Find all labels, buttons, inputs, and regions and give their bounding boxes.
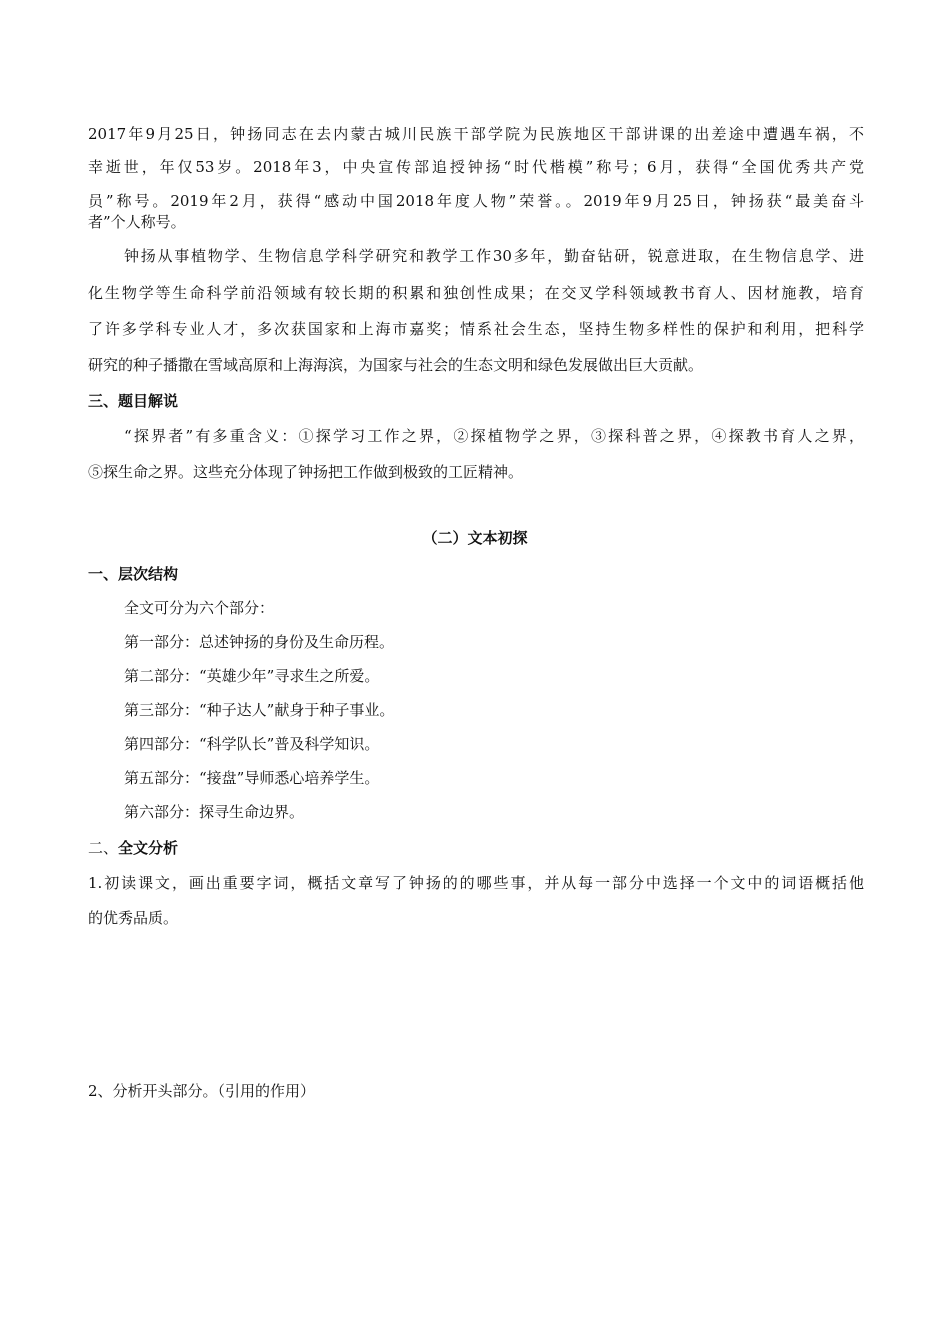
section-heading: 三、题目解说 bbox=[88, 392, 179, 410]
section-heading: 一、层次结构 bbox=[88, 565, 179, 583]
heading-text: 全文分析 bbox=[118, 839, 179, 857]
paragraph-line: “探界者”有多重含义：①探学习工作之界，②探植物学之界，③探科普之界，④探教书育人之界， bbox=[124, 427, 864, 445]
question-line: 的优秀品质。 bbox=[88, 909, 179, 927]
paragraph-line: 2017年9月25日，钟扬同志在去内蒙古城川民族干部学院为民族地区干部讲课的出差途中遭遇车祸，不 bbox=[88, 125, 864, 143]
part-heading: （二）文本初探 bbox=[422, 529, 528, 547]
structure-part: 第一部分：总述钟扬的身份及生命历程。 bbox=[124, 633, 395, 651]
paragraph-line: ⑤探生命之界。这些充分体现了钟扬把工作做到极致的工匠精神。 bbox=[88, 463, 524, 481]
paragraph-line: 钟扬从事植物学、生物信息学科学研究和教学工作30多年，勤奋钻研，锐意进取，在生物信息学、进 bbox=[124, 247, 864, 265]
paragraph-line: 化生物学等生命科学前沿领域有较长期的积累和独创性成果；在交叉学科领域教书育人、因材施教，培育 bbox=[88, 284, 864, 302]
question-2: 2、分析开头部分。（引用的作用） bbox=[88, 1082, 316, 1100]
paragraph-line: 了许多学科专业人才，多次获国家和上海市嘉奖；情系社会生态，坚持生物多样性的保护和利用，把科学 bbox=[88, 320, 864, 338]
structure-part: 第五部分：“接盘”导师悉心培养学生。 bbox=[124, 769, 380, 787]
paragraph-line: 幸逝世，年仅53岁。2018年3，中央宣传部追授钟扬“时代楷模”称号；6月，获得“全国优秀共产党 bbox=[88, 158, 864, 176]
question-line: 1.初读课文，画出重要字词，概括文章写了钟扬的的哪些事，并从每一部分中选择一个文中的词语概括他 bbox=[88, 874, 864, 892]
structure-part: 第三部分：“种子达人”献身于种子事业。 bbox=[124, 701, 395, 719]
paragraph-line: 者”个人称号。 bbox=[88, 213, 186, 231]
structure-part: 第二部分：“英雄少年”寻求生之所爱。 bbox=[124, 667, 380, 685]
paragraph-line: 研究的种子播撒在雪域高原和上海海滨，为国家与社会的生态文明和绿色发展做出巨大贡献。 bbox=[88, 356, 704, 374]
heading-prefix: 二、 bbox=[88, 839, 119, 857]
structure-part: 第六部分：探寻生命边界。 bbox=[124, 803, 305, 821]
paragraph-line: 员”称号。2019年2月，获得“感动中国2018年度人物”荣誉。。2019年9月25日，钟扬获“最美奋斗 bbox=[88, 192, 864, 210]
structure-intro: 全文可分为六个部分： bbox=[124, 599, 275, 617]
section-heading bbox=[88, 838, 178, 858]
structure-part: 第四部分：“科学队长”普及科学知识。 bbox=[124, 735, 380, 753]
